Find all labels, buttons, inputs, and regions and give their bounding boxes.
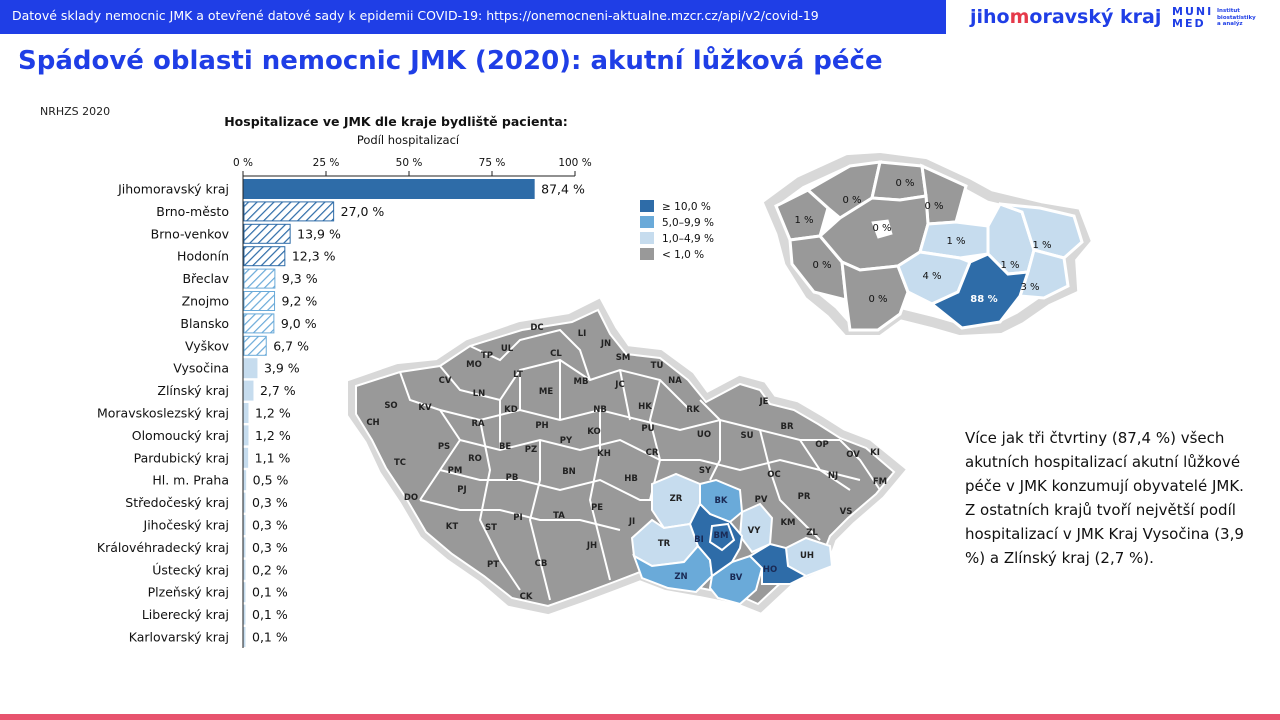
x-tick-label: 100 %	[558, 157, 592, 169]
category-label: Jihomoravský kraj	[118, 181, 229, 197]
category-label: Karlovarský kraj	[128, 629, 229, 645]
district-code-label: CK	[519, 592, 533, 602]
logo-jmk-part-1: jiho	[970, 6, 1010, 28]
category-label: Pardubický kraj	[133, 450, 229, 466]
district-code-label: CH	[366, 418, 380, 428]
institute-line-3: a analýz	[1217, 21, 1243, 27]
region-value-label: 1 %	[1032, 240, 1052, 251]
district-code-label: UO	[696, 430, 712, 440]
district-code-label: ZL	[806, 528, 818, 538]
district-code-label: PZ	[524, 445, 538, 455]
district-code-label: TC	[393, 458, 407, 468]
district-code-label: PU	[641, 424, 655, 434]
category-label: Jihočeský kraj	[143, 517, 229, 533]
district-code-label: PH	[535, 421, 549, 431]
description	[965, 426, 1260, 570]
district-code-label: RA	[471, 419, 485, 429]
district-code-label: PJ	[457, 485, 467, 495]
legend-label: ≥ 10,0 %	[662, 201, 711, 213]
district-code-label: NJ	[827, 471, 839, 481]
district-code-label: PV	[754, 495, 768, 505]
district-code-label: RO	[468, 454, 482, 464]
category-label: Vysočina	[173, 360, 229, 376]
category-label: Moravskoslezský kraj	[96, 405, 229, 421]
district-code-label: OP	[815, 440, 829, 450]
logo-jmk-part-3: oravský kraj	[1029, 6, 1162, 28]
value-label: 0,1 %	[252, 607, 288, 623]
value-label: 0,3 %	[252, 539, 288, 555]
legend-label: < 1,0 %	[662, 249, 705, 261]
region-value-label: 1 %	[1000, 260, 1020, 271]
district-code-label: CV	[438, 376, 452, 386]
district-code-label: BN	[562, 467, 576, 477]
region-value-label: 4 %	[922, 271, 942, 282]
value-label: 3,9 %	[263, 360, 300, 376]
category-label: Zlínský kraj	[157, 383, 229, 399]
x-tick-label: 25 %	[312, 157, 340, 169]
region-value-label: 1 %	[794, 215, 814, 226]
category-label: Břeclav	[182, 271, 229, 287]
district-code-label: ME	[538, 387, 554, 397]
district-code-label: PI	[513, 513, 523, 523]
district-code-label: DC	[530, 323, 544, 333]
category-label: Středočeský kraj	[125, 495, 229, 511]
legend-swatch	[640, 232, 654, 244]
district-code-label: JC	[615, 380, 625, 390]
district-code-label: LI	[577, 329, 587, 339]
district-code-label: OV	[846, 450, 860, 460]
district-code-label: PB	[505, 473, 519, 483]
district-code-label: KM	[780, 518, 796, 528]
source-label: NRHZS 2020	[40, 105, 111, 118]
category-label: Ústecký kraj	[152, 562, 229, 578]
x-tick-label: 50 %	[395, 157, 423, 169]
district-code-label: ZN	[674, 572, 688, 582]
district-code-label: TU	[650, 361, 664, 371]
legend-swatch	[640, 200, 654, 212]
district-code-label: PR	[797, 492, 811, 502]
district-code-label: PM	[447, 466, 463, 476]
district-code-label: JH	[586, 541, 598, 551]
legend-label: 1,0–4,9 %	[662, 233, 714, 245]
value-label: 1,1 %	[254, 450, 291, 466]
x-tick-label: 0 %	[233, 157, 253, 169]
category-label: Brno-město	[156, 203, 229, 219]
value-label: 27,0 %	[340, 203, 385, 219]
value-label: 87,4 %	[541, 181, 585, 197]
district-map	[352, 304, 900, 610]
district-code-label: JE	[759, 397, 769, 407]
district-code-label: UL	[500, 344, 514, 354]
district-code-label: KV	[418, 403, 432, 413]
district-code-label: OC	[767, 470, 781, 480]
district-code-label: ST	[485, 523, 497, 533]
value-label: 0,5 %	[252, 472, 289, 488]
region-value-label: 3 %	[1020, 282, 1040, 293]
district-code-label: HK	[638, 402, 652, 412]
district-code-label: BV	[729, 573, 743, 583]
value-label: 0,3 %	[252, 495, 288, 511]
bottom-accent-line	[0, 714, 1280, 720]
district-code-label: PT	[486, 560, 500, 570]
category-label: Hl. m. Praha	[152, 472, 229, 488]
district-code-label: KD	[504, 405, 518, 415]
district-code-label: VY	[747, 526, 761, 536]
district-code-label: VS	[839, 507, 853, 517]
district-code-label: SM	[615, 353, 631, 363]
category-label: Plzeňský kraj	[147, 584, 229, 600]
district-code-label: LT	[513, 370, 523, 380]
district-code-label: FM	[872, 477, 888, 487]
chart-title: Hospitalizace ve JMK dle kraje bydliště pacienta:	[224, 114, 568, 129]
value-label: 1,2 %	[254, 405, 291, 421]
district-code-label: SO	[384, 401, 398, 411]
district-code-label: LN	[472, 389, 486, 399]
district-code-label: KI	[870, 448, 880, 458]
institute-line-1: Institut	[1217, 8, 1240, 14]
region-value-label: 0 %	[812, 260, 832, 271]
district-code-label: SY	[698, 466, 712, 476]
region-value-label: 0 %	[872, 223, 892, 234]
value-label: 9,0 %	[280, 315, 317, 331]
district-code-label: NA	[668, 376, 682, 386]
district-code-label: MB	[573, 377, 589, 387]
district-code-label: TR	[657, 539, 671, 549]
district-code-label: NB	[593, 405, 607, 415]
legend-swatch	[640, 248, 654, 260]
region-value-label: 1 %	[946, 236, 966, 247]
category-label: Královéhradecký kraj	[96, 539, 229, 555]
value-label: 0,1 %	[252, 629, 288, 645]
district-code-label: DO	[403, 493, 419, 503]
value-label: 9,2 %	[281, 293, 318, 309]
value-label: 6,7 %	[273, 338, 309, 354]
legend-swatch	[640, 216, 654, 228]
description-paragraph-2: Z ostatních krajů tvoří největší podíl hospitalizací v JMK Kraj Vysočina (3,9 %) a Zlínský kraj (2,7 %).	[965, 501, 1244, 567]
page-title: Spádové oblasti nemocnic JMK (2020): akutní lůžková péče	[18, 46, 883, 76]
district-code-label: JN	[600, 339, 612, 349]
category-label: Liberecký kraj	[141, 607, 229, 623]
district-code-label: TP	[480, 351, 494, 361]
district-code-label: KT	[445, 522, 459, 532]
district-code-label: BE	[498, 442, 512, 452]
legend-label: 5,0–9,9 %	[662, 217, 714, 229]
district-code-label: KH	[597, 449, 611, 459]
region-value-label: 0 %	[842, 195, 862, 206]
value-label: 1,2 %	[254, 427, 291, 443]
value-label: 12,3 %	[291, 248, 336, 264]
district-code-label: PE	[590, 503, 604, 513]
region-value-label: 0 %	[924, 201, 944, 212]
district-code-label: UH	[799, 551, 815, 561]
institute-line-2: biostatistiky	[1217, 14, 1256, 21]
district-code-label: MO	[466, 360, 482, 370]
district-code-label: ZR	[669, 494, 683, 504]
region-map	[770, 158, 1085, 330]
district-code-label: RK	[686, 405, 700, 415]
x-tick-label: 75 %	[478, 157, 506, 169]
muni-text: MUNI	[1172, 5, 1214, 18]
district-code-label: BK	[714, 496, 728, 506]
category-label: Blansko	[180, 315, 229, 331]
district-code-label: CL	[550, 349, 562, 359]
med-text: MED	[1172, 17, 1206, 30]
value-label: 0,1 %	[252, 584, 288, 600]
district-code-label: TA	[553, 511, 565, 521]
category-label: Olomoucký kraj	[131, 427, 229, 443]
description-paragraph-1: Více jak tři čtvrtiny (87,4 %) všech akutních hospitalizací akutní lůžkové péče v JMK konzumují obyvatelé JMK.	[965, 429, 1244, 495]
district-code-label: CR	[645, 448, 659, 458]
district-code-label: PS	[437, 442, 451, 452]
banner-text: Datové sklady nemocnic JMK a otevřené datové sady k epidemii COVID-19: https://onemocneni-aktualne.mzcr.cz/api/v2/covid-19	[12, 8, 819, 23]
value-label: 2,7 %	[259, 383, 296, 399]
value-label: 9,3 %	[281, 271, 318, 287]
district-code-label: SU	[740, 431, 754, 441]
value-label: 13,9 %	[297, 226, 341, 242]
district-code-label: CB	[534, 559, 548, 569]
district-code-label: BR	[780, 422, 794, 432]
district-code-label: BM	[713, 531, 729, 541]
district-code-label: KO	[587, 427, 601, 437]
district-code-label: PY	[559, 436, 573, 446]
region-value-label: 88 %	[970, 294, 998, 305]
district-code-label: JI	[628, 517, 636, 527]
region-value-label: 0 %	[868, 294, 888, 305]
district-code-label: HO	[762, 565, 778, 575]
category-label: Brno-venkov	[150, 226, 229, 242]
category-label: Vyškov	[185, 338, 229, 354]
district-code-label: BI	[694, 535, 704, 545]
value-label: 0,3 %	[252, 517, 288, 533]
value-label: 0,2 %	[252, 562, 288, 578]
category-label: Hodonín	[177, 248, 229, 264]
category-label: Znojmo	[181, 293, 229, 309]
x-axis-label: Podíl hospitalizací	[356, 133, 460, 147]
region-value-label: 0 %	[895, 178, 915, 189]
logo-jmk-part-2: m	[1009, 6, 1030, 28]
map-legend	[640, 200, 714, 261]
district-code-label: HB	[624, 474, 638, 484]
